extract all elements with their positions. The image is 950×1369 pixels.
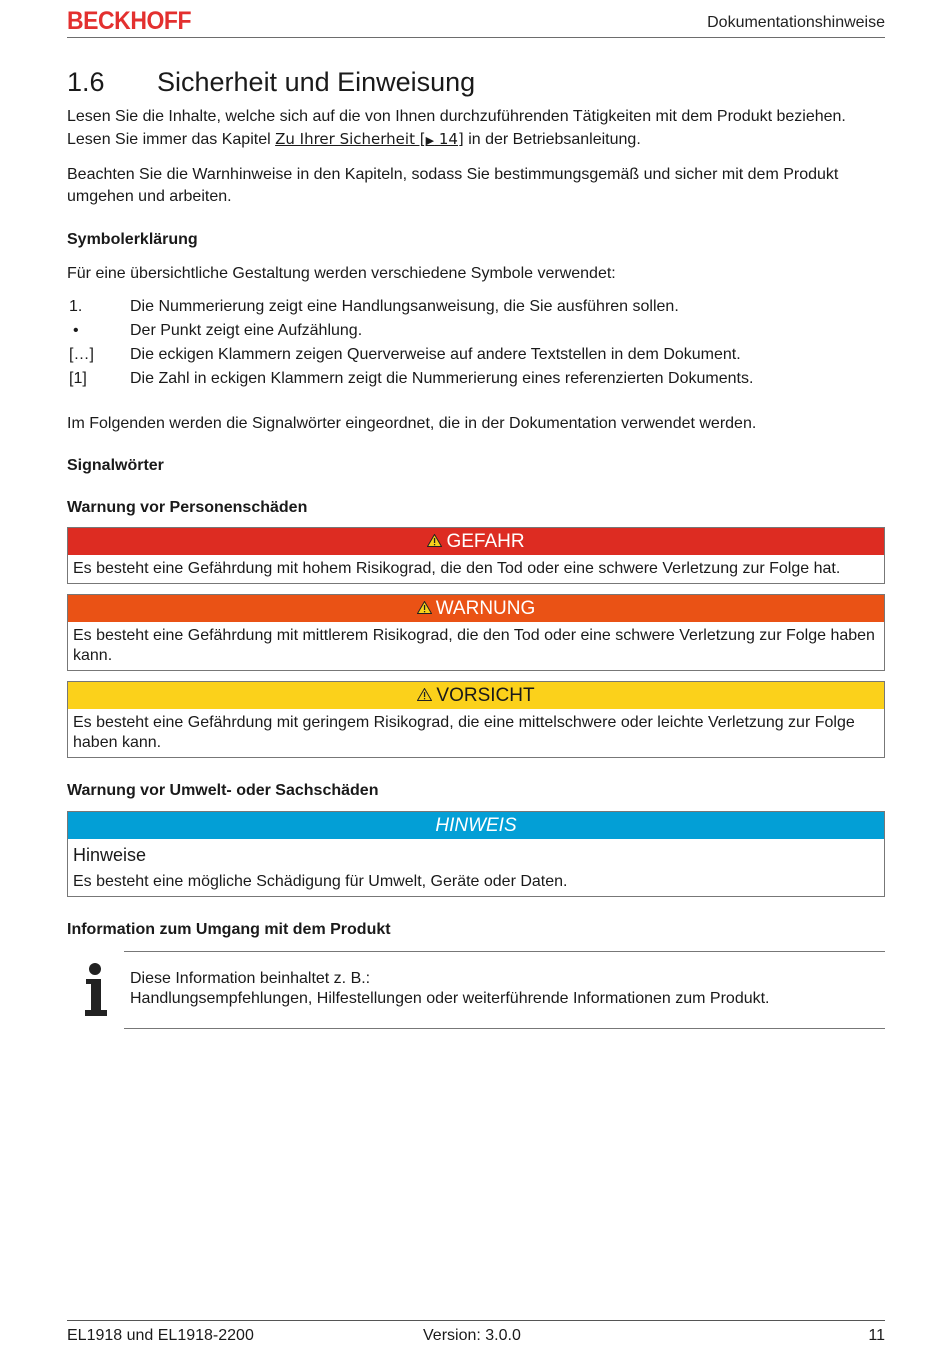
danger-text: Es besteht eine Gefährdung mit hohem Risikograd, die den Tod oder eine schwere Verletzung zur Folge hat.: [73, 560, 841, 577]
list-item: [67, 319, 885, 343]
signal-intro: Im Folgenden werden die Signalwörter eingeordnet, die in der Dokumentation verwendet werden.: [67, 415, 757, 432]
link-text: Zu Ihrer Sicherheit [: [275, 130, 426, 148]
divider: [124, 1028, 885, 1029]
page-content: [67, 62, 885, 1031]
product-name: EL1918 und EL1918-2200: [67, 1327, 254, 1344]
list-item: [67, 367, 885, 391]
intro-paragraph: [67, 106, 885, 152]
caution-label: VORSICHT: [436, 684, 535, 706]
intro-text: Lesen Sie die Inhalte, welche sich auf die von Ihnen durchzuführenden Tätigkeiten mit dem Produkt beziehen. Lesen Sie immer das Kapitel: [67, 108, 846, 148]
warning-text: Es besteht eine Gefährdung mit mittlerem Risikograd, die den Tod oder eine schwere Verletzung zur Folge haben kann.: [73, 627, 875, 664]
caution-text: Es besteht eine Gefährdung mit geringem Risikograd, die eine mittelschwere oder leichte Verletzung zur Folge haben kann.: [73, 714, 855, 751]
warning-label: WARNUNG: [435, 597, 536, 619]
safety-chapter-link[interactable]: [275, 130, 464, 148]
info-line-1: Diese Information beinhaltet z. B.:: [130, 970, 371, 987]
notice-box: [67, 811, 885, 897]
info-text: [130, 969, 770, 1009]
product-info-heading: Information zum Umgang mit dem Produkt: [67, 921, 391, 938]
signal-words-heading: Signalwörter: [67, 457, 164, 474]
warning-triangle-icon: [427, 534, 442, 550]
list-item: [67, 295, 885, 319]
link-page: 14]: [434, 130, 464, 148]
warning-triangle-icon: [417, 688, 432, 704]
danger-box: [67, 527, 885, 584]
section-heading: [67, 62, 885, 102]
info-line-2: Handlungsempfehlungen, Hilfestellungen oder weiterführende Informationen zum Produkt.: [130, 990, 770, 1007]
warning-header: [68, 595, 884, 622]
warning-paragraph: Beachten Sie die Warnhinweise in den Kapiteln, sodass Sie bestimmungsgemäß und sicher mit dem Produkt umgehen und arbeiten.: [67, 166, 839, 205]
link-arrow-icon: ▶: [425, 134, 435, 147]
symbols-intro: Für eine übersichtliche Gestaltung werden verschiedene Symbole verwendet:: [67, 265, 616, 282]
symbol-desc: Die Nummerierung zeigt eine Handlungsanweisung, die Sie ausführen sollen.: [130, 298, 679, 315]
list-item: [67, 343, 885, 367]
symbol-desc: Die Zahl in eckigen Klammern zeigt die Nummerierung eines referenzierten Dokuments.: [130, 370, 754, 387]
notice-label: HINWEIS: [435, 814, 517, 836]
notice-header: [68, 812, 884, 839]
caution-header: [68, 682, 884, 709]
caution-box: [67, 681, 885, 758]
beckhoff-logo: BECKHOFF: [67, 7, 192, 35]
danger-label: GEFAHR: [446, 530, 525, 552]
symbols-list: [67, 295, 885, 391]
notice-title: Hinweise: [73, 845, 147, 865]
warning-box: [67, 594, 885, 671]
page-number: 11: [868, 1327, 885, 1344]
intro-text-end: in der Betriebsanleitung.: [463, 131, 641, 148]
section-number: 1.6: [67, 66, 105, 97]
chapter-title: Dokumentationshinweise: [707, 14, 885, 31]
info-icon: [83, 963, 109, 1017]
symbol-key: •: [73, 322, 79, 339]
section-title: Sicherheit und Einweisung: [157, 66, 476, 97]
page-footer: [67, 1320, 885, 1350]
environment-damage-heading: Warnung vor Umwelt- oder Sachschäden: [67, 782, 379, 799]
symbol-desc: Der Punkt zeigt eine Aufzählung.: [130, 322, 363, 339]
symbol-key: [1]: [69, 370, 87, 387]
symbol-desc: Die eckigen Klammern zeigen Querverweise auf andere Textstellen in dem Dokument.: [130, 346, 741, 363]
notice-text: Es besteht eine mögliche Schädigung für Umwelt, Geräte oder Daten.: [73, 873, 568, 890]
personal-injury-heading: Warnung vor Personenschäden: [67, 499, 308, 516]
info-block: [67, 951, 885, 1031]
symbol-key: 1.: [69, 298, 83, 315]
symbols-heading: Symbolerklärung: [67, 231, 198, 248]
symbol-key: […]: [69, 346, 94, 363]
warning-triangle-icon: [417, 601, 432, 617]
version-label: Version: 3.0.0: [423, 1327, 521, 1344]
danger-header: [68, 528, 884, 555]
divider: [124, 951, 885, 952]
page-header: [67, 8, 885, 38]
